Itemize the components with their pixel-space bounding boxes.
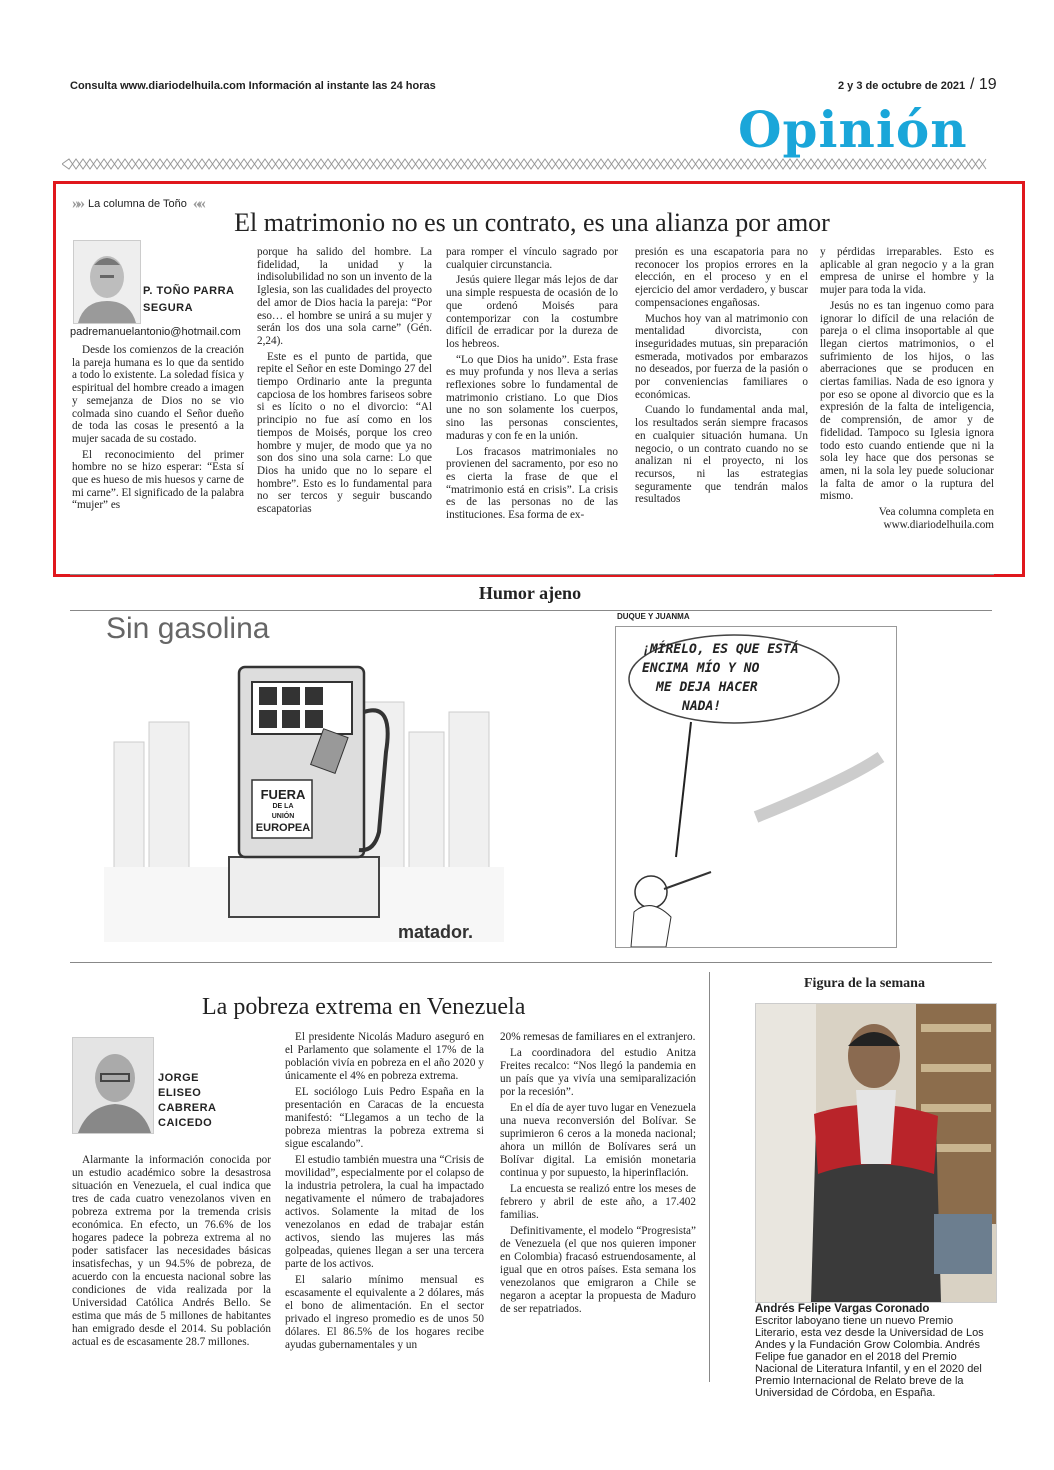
- figure-title: Figura de la semana: [804, 976, 925, 991]
- author2-name-line: JORGE: [158, 1072, 200, 1084]
- column-headline: El matrimonio no es un contrato, es una alianza por amor: [234, 208, 830, 237]
- column1-text-col4: [635, 246, 808, 509]
- read-more-text: Vea columna completa en: [878, 506, 994, 519]
- paragraph: Muchos hoy van al matrimonio con mentalidad divorcista, con inseguridades mutuas, sin preparación esmerada, motivados por embarazos no deseados, por fuerza de la pasión o por conveniencias familiares o económicas.: [635, 312, 808, 401]
- paragraph: Los fracasos matrimoniales no provienen del sacramento, por eso no es cierta la frase de que el “matrimonio está en crisis”. La crisis es de las personas no de las instituciones. Esa forma de ex-: [446, 445, 618, 522]
- paragraph: porque ha salido del hombre. La fidelidad, la unidad y la indisolubilidad no son un invento de la Iglesia, son las cualidades del proyecto del amor de Dios hacia la pareja: “Por eso… el hombre se unirá a su mujer y serán los dos una sola carne” (Gén. 2,24).: [257, 246, 432, 347]
- author-name: [143, 283, 234, 317]
- section-title: Opinión: [738, 100, 968, 159]
- article2-col1: [72, 1154, 271, 1352]
- paragraph: “Lo que Dios ha unido”. Esta frase es muy profunda y nos lleva a serias reflexiones sobre lo fundamental de matrimonio cristiano. Lo que Dios une no son solamente los cuerpos, sino las personas conscientes, maduras y con fe en la unión.: [446, 353, 618, 442]
- paragraph: En el día de ayer tuvo lugar en Venezuela una nueva reconversión del Bolívar. Se suprimieron 6 ceros a la moneda nacional; ahora un millón de Bolívares será un Bolívar digital. La emisión monetaria continua y por supuesto, la hiperinflación.: [500, 1102, 696, 1179]
- pump-label-line: UNIÓN: [271, 813, 295, 820]
- speech-line: NADA!: [682, 699, 722, 714]
- author2-name-line: ELISEO: [158, 1087, 202, 1099]
- author2-photo: [72, 1037, 154, 1134]
- double-chevron-right-icon: »»: [72, 195, 82, 212]
- article2-rule: [70, 962, 992, 963]
- paragraph: 20% remesas de familiares en el extranjero.: [500, 1031, 696, 1043]
- cartoon-sin-gasolina: [104, 612, 504, 942]
- author-photo: [73, 240, 141, 324]
- paragraph: Alarmante la información conocida por un estudio académico sobre la desastrosa situación en Venezuela, el cual indica que tres de cada cuatro venezolanos viven en pobreza extrema por la tremenda crisis económica. En efecto, un 76.6% de los hogares padece la pobreza extrema al no poder satisfacer las necesidades básicas insatisfechas, y un 94.5% de pobreza, de acuerdo con la encuesta nacional sobre las condiciones de vida realizada por la Universidad Católica Andrés Bello. Se estima que más de 5 millones de habitantes han emigrado desde el 2014. Su población actual es de escasamente 28.7 millones.: [72, 1154, 271, 1348]
- paragraph: presión es una escapatoria para no reconocer los propios errores en la elección, en el proceso y en el ejercicio del amor verdadero, y buscar compensaciones engañosas.: [635, 246, 808, 309]
- article2-headline: La pobreza extrema en Venezuela: [202, 994, 526, 1020]
- author2-name-line: CAICEDO: [158, 1117, 213, 1129]
- paragraph: para romper el vínculo sagrado por cualquier circunstancia.: [446, 246, 618, 271]
- author-name-line: SEGURA: [143, 302, 194, 314]
- speech-line: ME DEJA HACER: [656, 680, 758, 695]
- paragraph: La coordinadora del estudio Anitza Freites recalco: “Nos llegó la pandemia en un país que ya vivía una semiparalización por la recesión”.: [500, 1047, 696, 1098]
- humor-rule: [70, 610, 992, 611]
- humor-title: Humor ajeno: [473, 583, 587, 603]
- pump-label-line: DE LA: [272, 803, 294, 810]
- pump-label-line: FUERA: [260, 787, 306, 802]
- pump-label-line: EUROPEA: [255, 822, 311, 834]
- paragraph: El reconocimiento del primer hombre no se hizo esperar: “Esta sí que es hueso de mis huesos y carne de mi carne”. El significado de la palabra “mujer” es: [72, 448, 244, 512]
- column1-text-col2: [257, 246, 432, 519]
- author2-name-line: CABRERA: [158, 1102, 217, 1114]
- paragraph: La encuesta se realizó entre los meses de febrero y abril de este año, a 17.402 familias.: [500, 1183, 696, 1221]
- cartoon1-title: Sin gasolina: [106, 612, 270, 645]
- read-more-link[interactable]: www.diariodelhuila.com: [883, 518, 994, 531]
- header-date: 2 y 3 de octubre de 2021: [838, 80, 966, 92]
- paragraph: Cuando lo fundamental anda mal, los resultados serán siempre fracasos en cualquier situación humana. Un negocio, o un contrato cuando no se analizan ni el proyecto, ni los recursos, ni las estrategias seguramente que tendrán malos resultados: [635, 404, 808, 506]
- author-name-line: P. TOÑO PARRA: [143, 285, 235, 297]
- cartoon2-header: DUQUE Y JUANMA: [617, 612, 690, 621]
- column1-text-col5: [820, 246, 994, 531]
- author-email: padremanuelantonio@hotmail.com: [70, 326, 241, 338]
- article2-col3: [500, 1031, 696, 1319]
- author2-name: [158, 1071, 217, 1131]
- paragraph: El salario mínimo mensual es escasamente el equivalente a 2 dólares, más el bono de alimentación. En el sector privado el ingreso promedio es de unos 50 dólares. El 86.5% de los hogares recibe ayudas gubernamentales y un: [285, 1274, 484, 1351]
- cartoon1-signature: matador.: [398, 922, 474, 942]
- paragraph: Jesús quiere llegar más lejos de dar una simple respuesta de ocasión de lo que ordenó Moisés para contemporizar con la costumbre difícil de erradicar por la dureza de los hebreos.: [446, 274, 618, 350]
- paragraph: Definitivamente, el modelo “Progresista” de Venezuela (el que nos quieren imponer en Colombia) fracasó estruendosamente, al igual que en otros países. Esta semana los venezolanos que emigraron a Chile se negaron a aceptar la propuesta de Maduro de ser repatriados.: [500, 1225, 696, 1315]
- figure-caption-block: [755, 1303, 993, 1399]
- page-number: / 19: [970, 76, 997, 93]
- read-more: [820, 506, 994, 531]
- column1-text-col3: [446, 246, 618, 525]
- figure-caption: Escritor laboyano tiene un nuevo Premio Literario, esta vez desde la Universidad de Los Andes y la Fundación Grow Colombia. Andrés Felipe fue ganador en el 2018 del Premio Nacional de Literatura Infantil, y en el 2020 del Premio Internacional de Relato breve de la Universidad de Córdoba, en España.: [755, 1315, 984, 1399]
- column-end-rule: [70, 574, 994, 575]
- pump-label: [255, 788, 311, 835]
- header-tagline: Consulta www.diariodelhuila.com Información al instante las 24 horas: [70, 80, 436, 92]
- paragraph: Jesús no es tan ingenuo como para ignorar lo difícil de una relación de pareja o el clima insoportable al que llegan ciertos matrimonios, o el sufrimiento de los hijos, o las aberraciones que se producen en ciertas familias. Nada de eso ignora y por eso se opone al divorcio que es la expresión de la falta de inteligencia, de comprensión, de amor y de fidelidad. Tampoco su Iglesia ignora todo esto cuando entiende que ni la sola ley hace que dos personas se amen, ni la sola ley puede solucionar la falta de amor o la ruptura del mismo.: [820, 299, 994, 503]
- article2-col2: [285, 1031, 484, 1355]
- paragraph: Desde los comienzos de la creación la pareja humana es lo que da sentido a todo lo existente. La soledad física y espiritual del hombre creado a imagen y semejanza de Dios no se vio colmada sino cuando el Señor dueño de toda las cosas le presentó a la mujer sacada de su costado.: [72, 344, 244, 445]
- paragraph: Este es el punto de partida, que repite el Señor en este Domingo 27 del tiempo Ordinario ante la pregunta capciosa de los hombres fariseos sobre si es lícito o no el divorcio: “Al principio no fue así como en los tiempos de Moisés, porque los creo hombre y mujer, de modo que ya no son dos sino una sola carne: Lo que Dios ha unido que no lo separe el hombre”. Esto es lo fundamental para no ser tercos y seguir buscando escapatorias: [257, 350, 432, 516]
- paragraph: y pérdidas irreparables. Esto es aplicable al gran negocio y a la gran empresa de unirse el hombre y la mujer para toda la vida.: [820, 246, 994, 297]
- figure-photo: [755, 1003, 997, 1303]
- decorative-border: [62, 157, 992, 171]
- double-chevron-left-icon: ««: [192, 195, 203, 212]
- speech-line: ¡MÍRELO, ES QUE ESTÁ: [642, 642, 799, 657]
- speech-bubble: [642, 640, 799, 716]
- column1-text-col1: [72, 344, 244, 515]
- column-divider: [709, 972, 710, 1382]
- speech-line: ENCIMA MÍO Y NO: [642, 661, 760, 676]
- humor-header: [0, 583, 1054, 604]
- paragraph: El presidente Nicolás Maduro aseguró en el Parlamento que solamente el 17% de la población vivía en pobreza en el año 2020 y únicamente el 4% en pobreza extrema.: [285, 1031, 484, 1082]
- figure-person-name: Andrés Felipe Vargas Coronado: [755, 1303, 930, 1315]
- paragraph: El estudio también muestra una “Crisis de movilidad”, especialmente por el colapso de la industria petrolera, la cual ha impactado negativamente el número de trabajadores activos. Solamente la mitad de los venezolanos en edad de trabajar están activos, siendo las mujeres las más golpeadas, quienes llegan a ser una tercera parte de los activos.: [285, 1154, 484, 1270]
- paragraph: EL sociólogo Luis Pedro España en la presentación en Caracas de la encuesta manifestó: “Llegamos a un techo de la pobreza mientras la pobreza extrema si sigue escalando”.: [285, 1086, 484, 1150]
- kicker-label: La columna de Toño: [88, 198, 187, 210]
